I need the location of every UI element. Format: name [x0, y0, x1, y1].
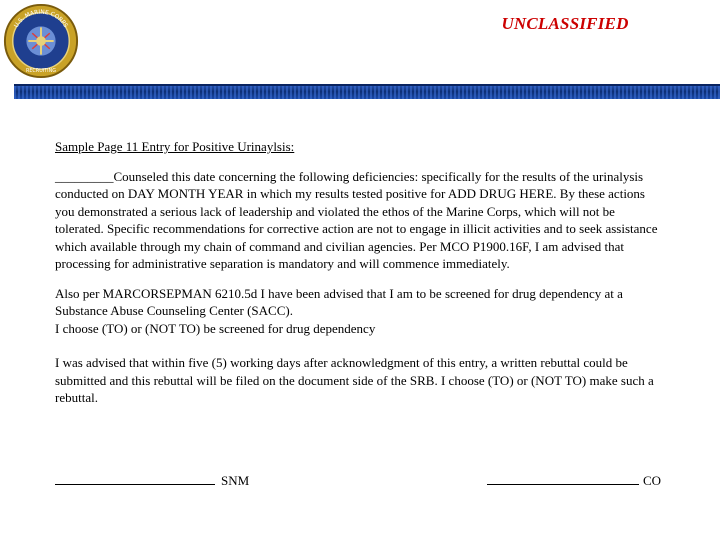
co-label: CO — [643, 473, 662, 488]
co-signature-block — [487, 472, 661, 489]
snm-label: SNM — [221, 473, 250, 488]
co-signature-line[interactable] — [487, 472, 639, 485]
screening-paragraph-line1: Also per MARCORSEPMAN 6210.5d I have been advised that I am to be screened for drug dependency at a Substance Abuse Counseling Center (SACC). — [55, 285, 623, 318]
seal-text-top: U.S. MARINE CORPS — [13, 9, 69, 29]
classification-banner: UNCLASSIFIED — [501, 14, 629, 33]
document-title: Sample Page 11 Entry for Positive Urinaylsis: — [55, 139, 295, 154]
document-body — [55, 138, 665, 407]
snm-signature-block — [55, 472, 249, 489]
seal-text-bottom: RECRUITING — [25, 68, 57, 75]
snm-signature-line[interactable] — [55, 472, 215, 485]
screening-paragraph-line2: I choose (TO) or (NOT TO) be screened for drug dependency — [55, 320, 376, 336]
marine-corps-seal — [2, 2, 80, 80]
counseling-text: Counseled this date concerning the following deficiencies: specifically for the results of the urinalysis conducted on DAY MONTH YEAR in which my results tested positive for ADD DRUG HERE. By these actions you demonstrated a serious lack of leadership and violated the ethos of the Marine Corps, which will not be tolerated. Specific recommendations for corrective action are not to engage in illicit activities and to seek assistance which available through my chain of command and civilian agencies. Per MCO P1900.16F, I am advised that processing for administrative separation is mandatory and will commence immediately. — [55, 168, 658, 271]
counseling-paragraph — [55, 168, 665, 273]
header-divider-bar — [14, 84, 720, 99]
name-blank: _________ — [55, 168, 114, 184]
rebuttal-paragraph: I was advised that within five (5) working days after acknowledgment of this entry, a written rebuttal could be submitted and this rebuttal will be filed on the document side of the SRB. I choose (TO) or (NOT TO) make such a rebuttal. — [55, 355, 654, 405]
